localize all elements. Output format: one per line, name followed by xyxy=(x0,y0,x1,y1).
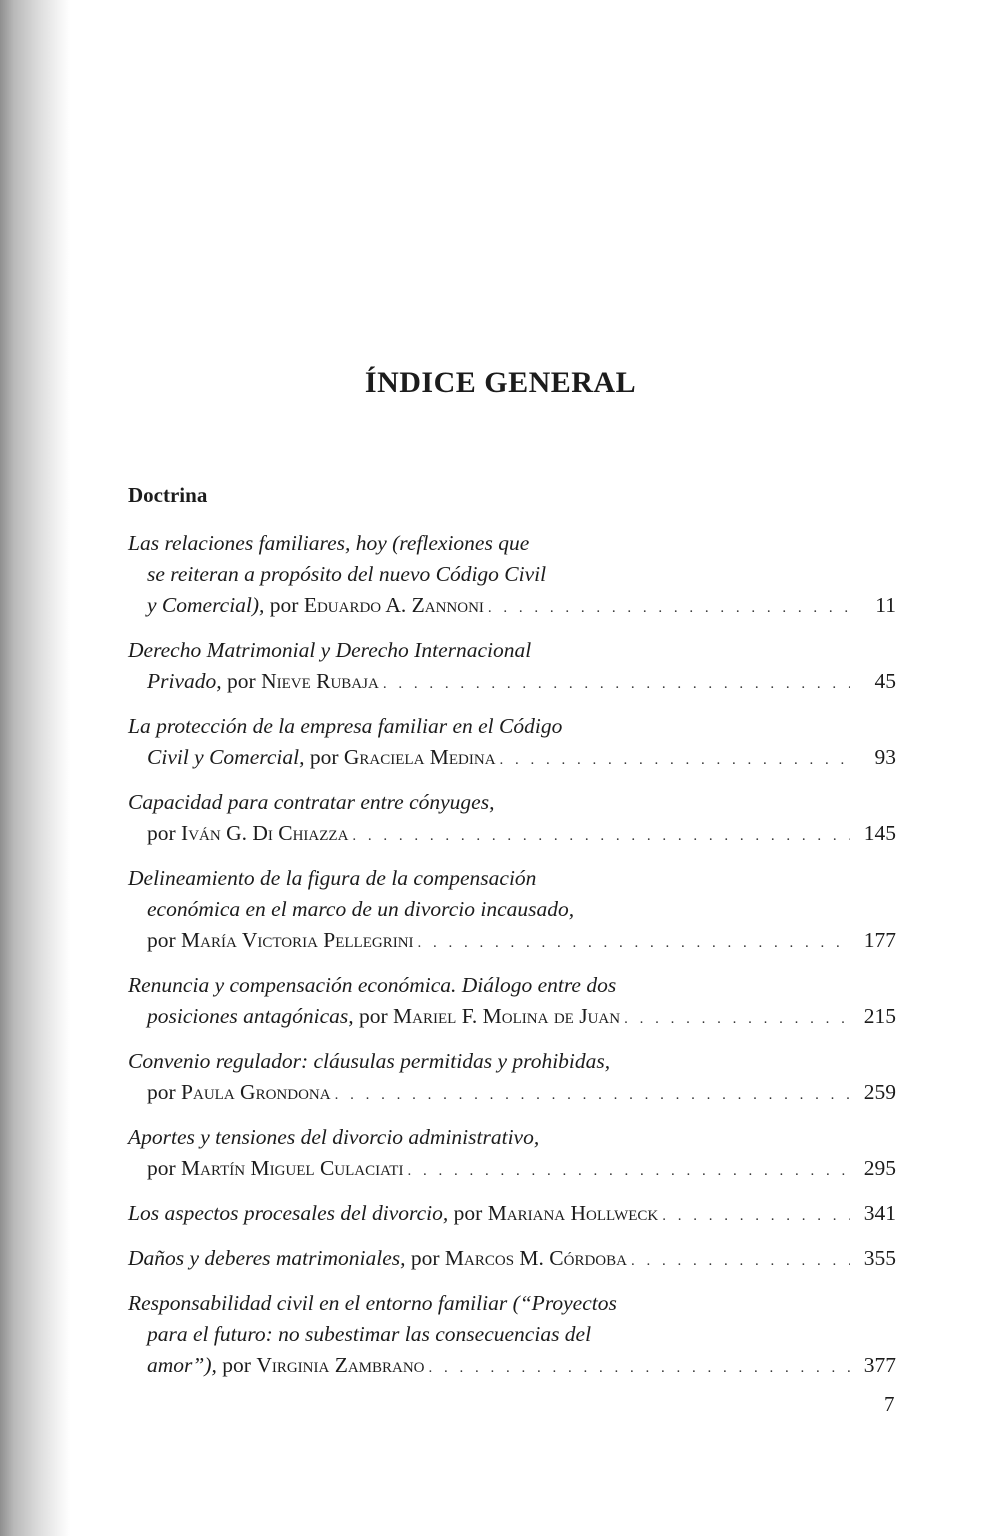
entry-last-line: Civil y Comercial, por Graciela Medina . . . 93 xyxy=(128,742,896,773)
entry-author: Graciela Medina xyxy=(343,745,496,769)
entry-title-line: Convenio regulador: cláusulas permitidas y prohibidas, xyxy=(128,1049,611,1073)
entry-author: Marcos M. Córdoba xyxy=(444,1246,627,1270)
entry-author: Nieve Rubaja xyxy=(261,669,379,693)
toc-entry[interactable] xyxy=(128,1198,896,1229)
entry-page-number: 341 xyxy=(863,1201,896,1225)
entry-title-line: Delineamiento de la figura de la compensación xyxy=(128,866,537,890)
entry-title-line: económica en el marco de un divorcio incausado, xyxy=(147,897,575,921)
dot-leader xyxy=(624,1004,850,1035)
entry-title-end: Daños y deberes matrimoniales, xyxy=(128,1246,406,1270)
entry-title-line: Capacidad para contratar entre cónyuges, xyxy=(128,790,495,814)
entry-title-end: amor”), xyxy=(147,1353,217,1377)
dot-leader xyxy=(407,1156,850,1187)
entry-page-number: 215 xyxy=(863,1004,896,1028)
entry-last-line: por María Victoria Pellegrini . . . 177 xyxy=(128,925,896,956)
entry-page-number: 11 xyxy=(875,593,896,617)
dot-leader xyxy=(383,669,850,700)
toc-entry[interactable] xyxy=(128,1046,896,1108)
entry-title-end: Civil y Comercial, xyxy=(147,745,305,769)
entry-title-line: Responsabilidad civil en el entorno familiar (“Proyectos xyxy=(128,1291,617,1315)
entry-title-line: La protección de la empresa familiar en el Código xyxy=(128,714,563,738)
dot-leader xyxy=(335,1080,850,1111)
entry-page-number: 177 xyxy=(863,928,896,952)
entry-page-number: 355 xyxy=(863,1246,896,1270)
toc-entry[interactable] xyxy=(128,1243,896,1274)
entry-title-end: y Comercial), xyxy=(147,593,265,617)
toc-entry[interactable] xyxy=(128,635,896,697)
entry-title-line: se reiteran a propósito del nuevo Código Civil xyxy=(147,562,547,586)
toc-entry[interactable] xyxy=(128,1122,896,1184)
entry-page-number: 45 xyxy=(874,669,896,693)
dot-leader xyxy=(631,1246,850,1277)
entry-title-line: Las relaciones familiares, hoy (reflexiones que xyxy=(128,531,530,555)
entry-page-number: 377 xyxy=(863,1353,896,1377)
entry-last-line: Privado, por Nieve Rubaja . . . 45 xyxy=(128,666,896,697)
toc-entry[interactable] xyxy=(128,970,896,1032)
entry-author: Paula Grondona xyxy=(181,1080,331,1104)
dot-leader xyxy=(418,928,850,959)
entry-author: Mariana Hollweck xyxy=(487,1201,659,1225)
entry-title-end: posiciones antagónicas, xyxy=(147,1004,354,1028)
entry-author: Martín Miguel Culaciati xyxy=(181,1156,404,1180)
entry-author: Mariel F. Molina de Juan xyxy=(393,1004,621,1028)
entry-last-line: posiciones antagónicas, por Mariel F. Molina de Juan . . . 215 xyxy=(128,1001,896,1032)
entry-title-line: Derecho Matrimonial y Derecho Internacional xyxy=(128,638,532,662)
entry-author: Eduardo A. Zannoni xyxy=(303,593,484,617)
dot-leader xyxy=(500,745,850,776)
entry-last-line: por Martín Miguel Culaciati . . . 295 xyxy=(128,1153,896,1184)
entry-title-line: Aportes y tensiones del divorcio administrativo, xyxy=(128,1125,540,1149)
dot-leader xyxy=(662,1201,850,1232)
dot-leader xyxy=(488,593,850,624)
entry-author: Iván G. Di Chiazza xyxy=(181,821,349,845)
entry-last-line: y Comercial), por Eduardo A. Zannoni . . . 11 xyxy=(128,590,896,621)
toc-entry[interactable] xyxy=(128,528,896,621)
section-heading: Doctrina xyxy=(128,483,208,507)
entry-title-end: Privado, xyxy=(147,669,222,693)
entry-last-line: por Paula Grondona . . . 259 xyxy=(128,1077,896,1108)
entry-title-line: para el futuro: no subestimar las consecuencias del xyxy=(147,1322,592,1346)
entry-page-number: 93 xyxy=(874,745,896,769)
toc-entry[interactable] xyxy=(128,863,896,956)
dot-leader xyxy=(429,1353,850,1384)
entry-last-line: amor”), por Virginia Zambrano . . . 377 xyxy=(128,1350,896,1381)
book-gutter-shadow xyxy=(0,0,70,1536)
entry-author: Virginia Zambrano xyxy=(256,1353,425,1377)
entry-page-number: 145 xyxy=(863,821,896,845)
toc-entry[interactable] xyxy=(128,711,896,773)
entry-title-end: Los aspectos procesales del divorcio, xyxy=(128,1201,449,1225)
page-title: ÍNDICE GENERAL xyxy=(364,366,637,399)
toc-entry[interactable] xyxy=(128,787,896,849)
entry-last-line: Daños y deberes matrimoniales, por Marcos M. Córdoba . . . 355 xyxy=(128,1243,896,1274)
table-of-contents xyxy=(128,528,896,1395)
dot-leader xyxy=(352,821,850,852)
entry-author: María Victoria Pellegrini xyxy=(181,928,414,952)
entry-title-line: Renuncia y compensación económica. Diálogo entre dos xyxy=(128,973,617,997)
entry-page-number: 259 xyxy=(863,1080,896,1104)
toc-entry[interactable] xyxy=(128,1288,896,1381)
entry-last-line: Los aspectos procesales del divorcio, por Mariana Hollweck . . . 341 xyxy=(128,1198,896,1229)
page-number: 7 xyxy=(884,1392,895,1416)
entry-last-line: por Iván G. Di Chiazza . . . 145 xyxy=(128,818,896,849)
entry-page-number: 295 xyxy=(863,1156,896,1180)
